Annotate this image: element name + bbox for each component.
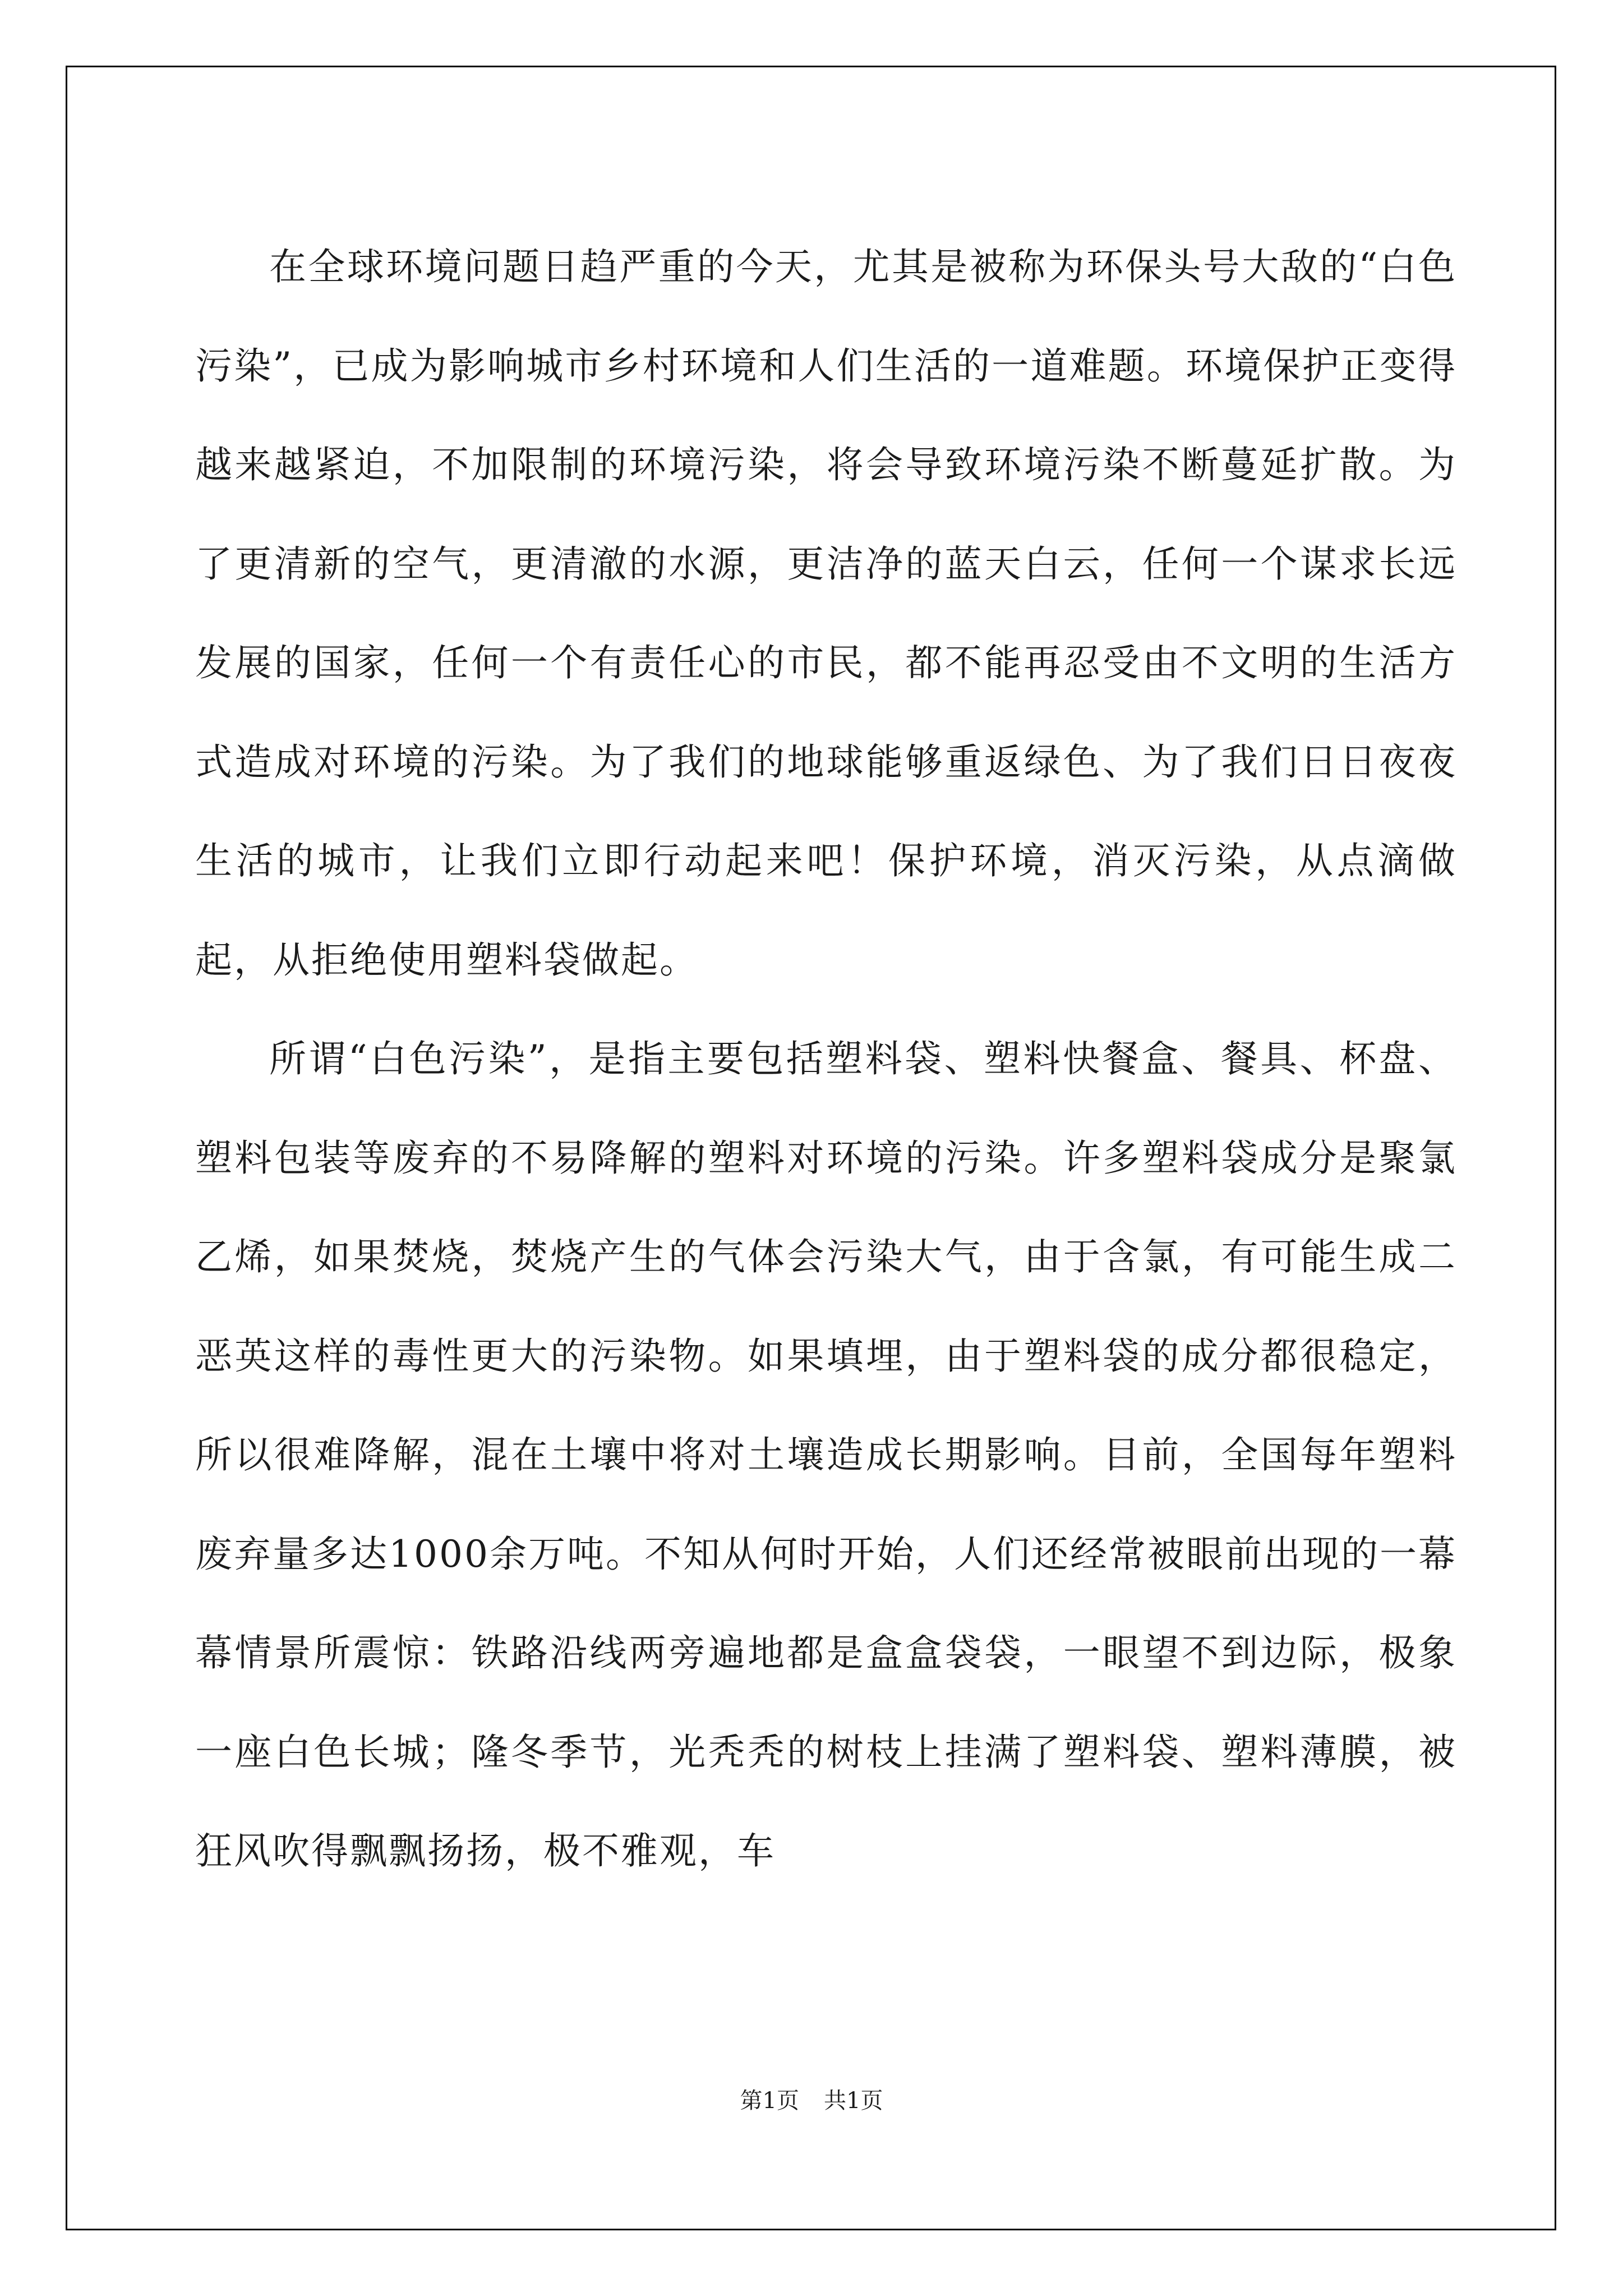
paragraph-1: 在全球环境问题日趋严重的今天，尤其是被称为环保头号大敌的“白色污染”，已成为影响城市乡村环境和人们生活的一道难题。环境保护正变得越来越紧迫，不加限制的环境污染，将会导致环境污染不断蔓延扩散。为了更清新的空气，更清澈的水源，更洁净的蓝天白云，任何一个谋求长远发展的国家，任何一个有责任心的市民，都不能再忍受由不文明的生活方式造成对环境的污染。为了我们的地球能够重返绿色、为了我们日日夜夜生活的城市，让我们立即行动起来吧！保护环境，消灭污染，从点滴做起，从拒绝使用塑料袋做起。 — [195, 245, 1457, 982]
page-total: 共1页 — [824, 2088, 883, 2114]
page-number: 第1页 — [740, 2088, 799, 2114]
document-body — [195, 218, 1457, 1901]
paragraph-2: 所谓“白色污染”，是指主要包括塑料袋、塑料快餐盒、餐具、杯盘、塑料包装等废弃的不易降解的塑料对环境的污染。许多塑料袋成分是聚氯乙烯，如果焚烧，焚烧产生的气体会污染大气，由于含氯，有可能生成二恶英这样的毒性更大的污染物。如果填埋，由于塑料袋的成分都很稳定，所以很难降解，混在土壤中将对土壤造成长期影响。目前，全国每年塑料废弃量多达1000余万吨。不知从何时开始，人们还经常被眼前出现的一幕幕情景所震惊：铁路沿线两旁遍地都是盒盒袋袋，一眼望不到边际，极象一座白色长城；隆冬季节，光秃秃的树枝上挂满了塑料袋、塑料薄膜，被狂风吹得飘飘扬扬，极不雅观，车 — [195, 1037, 1457, 1872]
page-footer — [0, 2083, 1623, 2115]
